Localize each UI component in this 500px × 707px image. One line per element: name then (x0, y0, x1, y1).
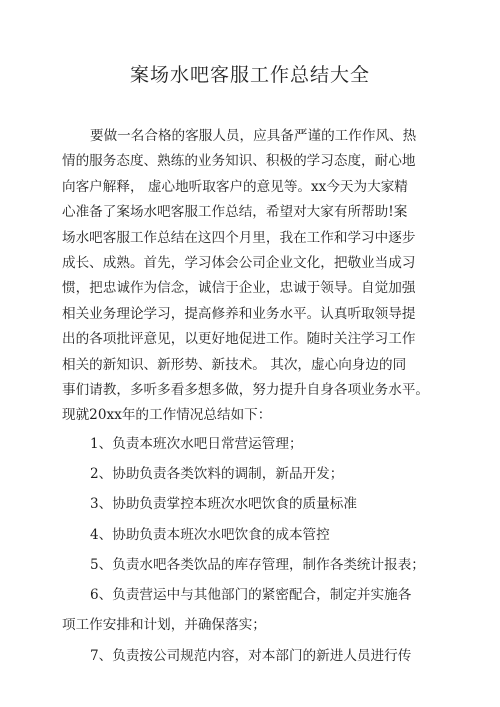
document-body (62, 124, 440, 671)
body-text-line: 出的各项批评意见，以更好地促进工作。随时关注学习工作 (62, 331, 416, 348)
list-item: 3、协助负责掌控本班次水吧饮食的质量标准 (90, 496, 357, 513)
list-item: 5、负责水吧各类饮品的库存管理，制作各类统计报表； (90, 556, 425, 573)
body-text-line: 要做一名合格的客服人员，应具备严谨的工作作风、热 (90, 128, 417, 144)
body-text-line: 相关的新知识、新形势、新技术。 其次，虚心向身边的同 (62, 356, 407, 373)
body-text-line: 现就20xx年的工作情况总结如下： (62, 407, 272, 424)
list-item: 4、协助负责本班次水吧饮食的成本管控 (90, 526, 330, 543)
document-title: 案场水吧客服工作总结大全 (129, 64, 370, 86)
list-item: 7、负责按公司规范内容，对本部门的新进人员进行传 (90, 647, 412, 664)
list-item: 2、协助负责各类饮料的调制，新品开发； (90, 465, 344, 482)
body-text-line: 场水吧客服工作总结在这四个月里，我在工作和学习中逐步 (62, 229, 416, 246)
body-text-line: 情的服务态度、熟练的业务知识、积极的学习态度，耐心地 (62, 153, 416, 170)
body-text-line: 心准备了案场水吧客服工作总结，希望对大家有所帮助!案 (62, 204, 408, 221)
list-item: 6、负责营运中与其他部门的紧密配合，制定并实施各 (90, 587, 412, 604)
body-text-line: 向客户解释， 虚心地听取客户的意见等。xx今天为大家精 (62, 178, 408, 195)
body-text-line: 事们请教，多听多看多想多做，努力提升自身各项业务水平。 (62, 381, 430, 398)
body-text-line: 成长、成熟。首先，学习体会公司企业文化，把敬业当成习 (62, 254, 416, 271)
list-item-continuation: 项工作安排和计划，并确保落实； (62, 617, 266, 634)
body-text-line: 相关业务理论学习，提高修养和业务水平。认真听取领导提 (62, 305, 416, 322)
list-item: 1、负责本班次水吧日常营运管理； (90, 435, 303, 452)
body-text-line: 惯，把忠诚作为信念，诚信于企业，忠诚于领导。自觉加强 (62, 280, 416, 297)
